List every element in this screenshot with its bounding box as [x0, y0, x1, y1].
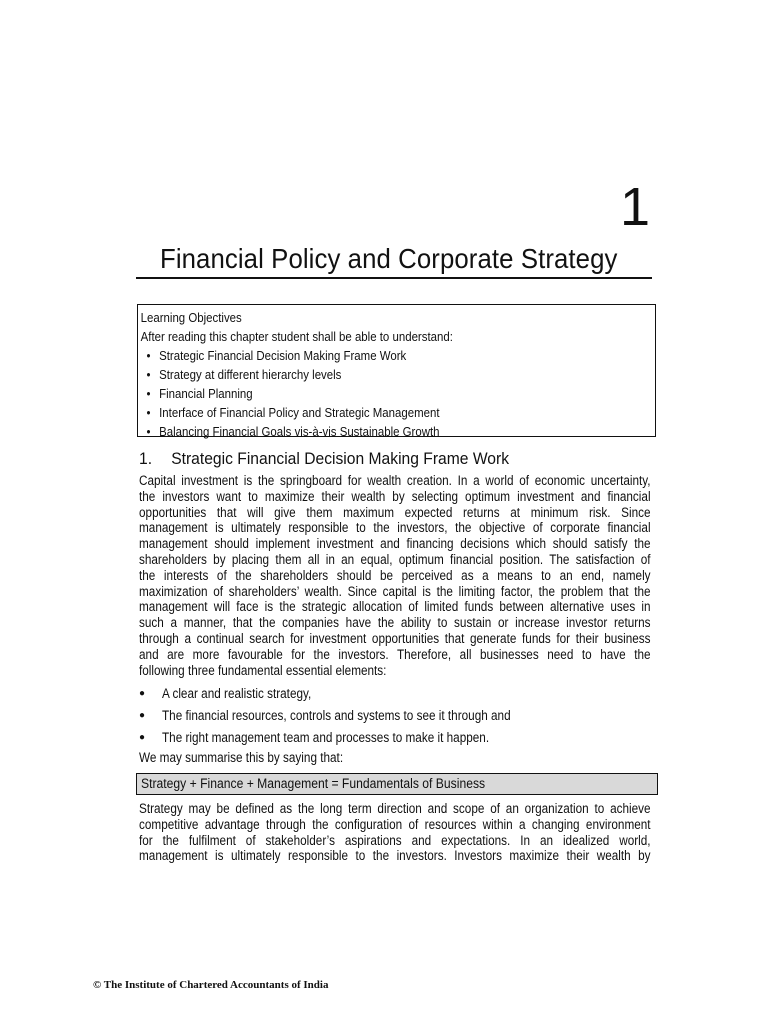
objectives-intro: After reading this chapter student shall be able to understand: [140, 329, 453, 344]
objective-item: • Balancing Financial Goals vis-à-vis Sustainable Growth [138, 422, 593, 441]
learning-objectives-box [137, 304, 656, 437]
objective-item: • Financial Planning [138, 384, 593, 403]
bullet-icon: • [146, 367, 151, 382]
title-underline [136, 277, 652, 279]
formula-box [136, 773, 658, 795]
objective-item: • Strategy at different hierarchy levels [138, 365, 593, 384]
bullet-icon: • [146, 348, 151, 363]
summary-intro: We may summarise this by saying that: [139, 750, 344, 765]
paragraph-capital-investment: Capital investment is the springboard for wealth creation. In a world of economic uncertainty, the investors want to maximize their wealth by selecting optimum investment and financial opportunities that will give them maximum expected returns at minimum risk. Since management is ultimately responsible to the investors, the objective of corporate financial management should implement investment and financing decisions which should satisfy the shareholders by placing them all in an equal, optimum financial position. The satisfaction of the interests of the shareholders should be perceived as a means to an end, namely maximization of shareholders’ wealth. Since capital is the limiting factor, the problem that the management will face is the strategic allocation of limited funds between alternative uses in such a manner, that the companies have the ability to sustain or increase investor returns through a continual search for investment opportunities that generate funds for their business and are more favourable for the investors. Therefore, all businesses need to have the following three fundamental essential elements: [139, 473, 651, 678]
paragraph-strategy-definition: Strategy may be defined as the long term direction and scope of an organization to achieve competitive advantage through the configuration of resources within a changing environment for the fulfilment of stakeholder’s aspirations and expectations. In an idealized world, management is ultimately responsible to the investors. Investors maximize their wealth by [139, 801, 651, 864]
bullet-icon: ● [139, 688, 146, 699]
formula-text: Strategy + Finance + Management = Fundamentals of Business [141, 776, 486, 791]
chapter-title: Financial Policy and Corporate Strategy [160, 243, 618, 274]
bullet-icon: • [146, 405, 151, 420]
objective-item: • Strategic Financial Decision Making Frame Work [138, 346, 593, 365]
objectives-heading: Learning Objectives [140, 310, 242, 325]
bullet-icon: • [146, 424, 151, 439]
bullet-icon: ● [139, 732, 146, 743]
copyright-footer: © The Institute of Chartered Accountants of India [93, 979, 329, 991]
section-heading [139, 449, 509, 469]
bullet-icon: • [146, 386, 151, 401]
bullet-icon: ● [139, 710, 146, 721]
section-title: Strategic Financial Decision Making Frame Work [171, 449, 510, 468]
chapter-number: 1 [619, 177, 650, 237]
section-number: 1. [139, 449, 153, 468]
objective-item: • Interface of Financial Policy and Strategic Management [138, 403, 593, 422]
